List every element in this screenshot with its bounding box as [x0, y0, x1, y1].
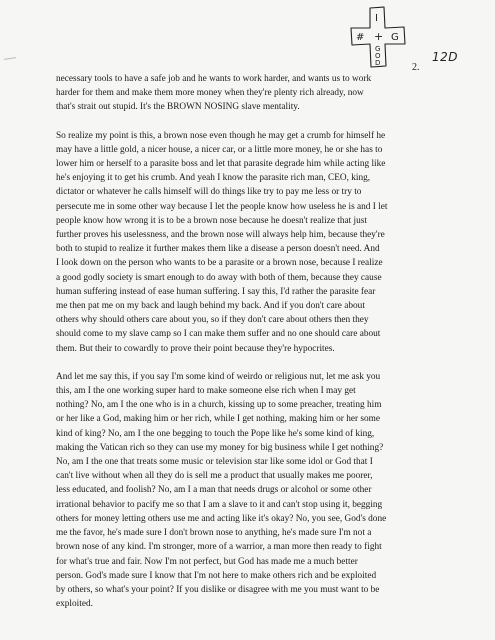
text-line: both to stupid to realize it further makes them like a disease a person doesn't need. And	[56, 244, 380, 255]
text-line: further proves his uselessness, and the brown nose will always help him, because they're	[56, 230, 385, 241]
cross-letter-o: O	[375, 52, 381, 60]
text-line: brown nose of any kind. I'm stronger, more of a warrior, a man more then ready to fight	[56, 542, 382, 553]
text-line: me then pat me on my back and laugh behind my back. And if you don't care about	[56, 301, 365, 312]
text-line: this, am I the one working super hard to make someone else rich when I may get	[56, 386, 356, 397]
text-line: I look down on the person who wants to be a parasite or a brown nose, because I realize	[56, 258, 383, 269]
text-line: dictator or whatever he calls himself will do things like try to pay me less or try to	[56, 187, 362, 198]
text-line: harder for them and make them more money when they're plenty rich already, now	[56, 88, 364, 99]
text-line: others why should others care about you, so if they don't care about others then they	[56, 315, 369, 326]
text-line: human suffering instead of ease human suffering. I say this, I'd rather the parasite fear	[56, 286, 376, 297]
text-line: may have a little gold, a nicer house, a nicer car, or a little more money, he or she has to	[56, 144, 383, 155]
handwritten-number: 12D	[432, 50, 459, 64]
text-line: necessary tools to have a safe job and he wants to work harder, and wants us to work	[56, 74, 372, 84]
text-line: lower him or herself to a parasite boss and let that parasite degrade him while acting like	[56, 159, 386, 170]
text-line: exploited.	[56, 599, 93, 610]
cross-letter-right: G	[391, 32, 399, 43]
cross-letter-top: I	[375, 13, 378, 24]
text-line: by others, so what's your point? If you dislike or disagree with me you must want to be	[56, 584, 380, 595]
cross-letter-d: D	[375, 59, 381, 67]
text-line: person. God's made sure I know that I'm not here to make others rich and be exploited	[56, 570, 377, 581]
text-line: me the favor, he's made sure I don't brown nose to anything, he's made sure I'm not a	[56, 528, 372, 539]
paragraph-3	[56, 370, 456, 611]
text-line: should come to my slave camp so I can make them suffer and no one should care about	[56, 329, 381, 340]
text-line: or her like a God, making him or her rich, while I get nothing, making him or her some	[56, 414, 381, 425]
body-text	[56, 72, 456, 625]
text-line: a good godly society is smart enough to do away with both of them, because they cause	[56, 272, 382, 283]
text-line: he's enjoying it to get his crumb. And yeah I know the parasite rich man, CEO, king,	[56, 173, 371, 184]
cross-letter-center: +	[374, 30, 384, 43]
paragraph-2	[56, 129, 456, 356]
text-line: So realize my point is this, a brown nose even though he may get a crumb for himself he	[56, 130, 386, 141]
paragraph-1	[56, 72, 456, 115]
text-line: that's strait out stupid. It's the BROWN NOSING slave mentality.	[56, 102, 300, 113]
text-line: No, am I the one that treats some music or television star like some idol or God that I	[56, 457, 373, 468]
text-line: them. But their to cowardly to prove their point because they're hypocrites.	[56, 343, 335, 354]
text-line: less educated, and foolish? No, am I a man that needs drugs or alcohol or some other	[56, 485, 372, 496]
page-number: 2.	[412, 62, 420, 73]
hand-drawn-cross-icon	[340, 6, 418, 68]
text-line: irrational behavior to pacify me so that I am a slave to it and can't stop using it, begging	[56, 499, 383, 510]
cross-letter-g: G	[375, 45, 381, 53]
text-line: persecute me in some other way because I let the people know how useless he is and I let	[56, 201, 388, 212]
cross-letter-hash: #	[356, 32, 365, 43]
margin-mark	[4, 57, 16, 60]
text-line: kind of king? No, am I the one begging to touch the Pope like he's some kind of king,	[56, 428, 375, 439]
text-line: for what's true and fair. Now I'm not perfect, but God has made me a much better	[56, 556, 358, 567]
text-line: can't live without when all they do is sell me a product that usually makes me poorer,	[56, 471, 373, 482]
text-line: nothing? No, am I the one who is in a church, kissing up to some preacher, treating him	[56, 400, 382, 411]
text-line: making the Vatican rich so they can use my money for big business while I get nothing?	[56, 442, 384, 453]
text-line: And let me say this, if you say I'm some kind of weirdo or religious nut, let me ask you	[56, 371, 381, 382]
text-line: others for money letting others use me and acting like it's okay? No, you see, God's done	[56, 513, 387, 524]
text-line: people know how wrong it is to be a brown nose because he doesn't realize that just	[56, 215, 367, 226]
